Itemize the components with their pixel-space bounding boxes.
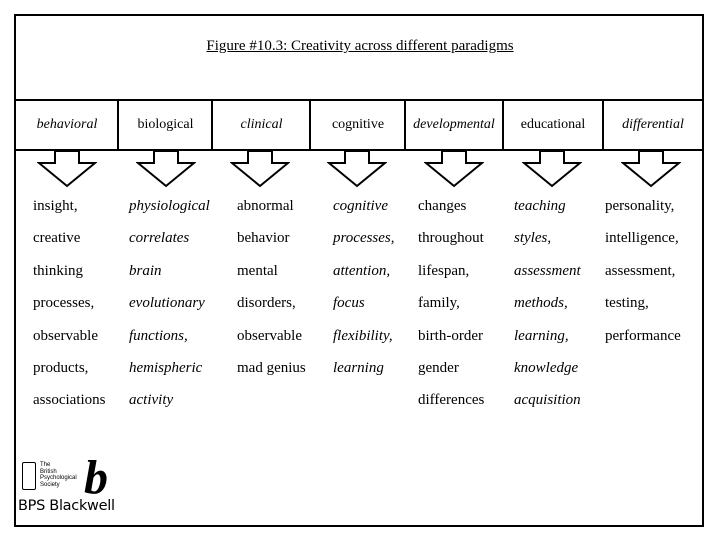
- paradigm-term: physiological: [129, 198, 210, 214]
- paradigm-column-clinical: [237, 190, 306, 384]
- paradigm-term: associations: [33, 392, 106, 409]
- paradigm-term: mental: [237, 262, 278, 279]
- paradigm-term: family,: [418, 295, 460, 312]
- figure-title: Figure #10.3: Creativity across different paradigms: [206, 38, 514, 54]
- blackwell-b-mark: b: [84, 451, 108, 504]
- paradigm-term: activity: [129, 392, 174, 409]
- paradigm-term: acquisition: [514, 392, 581, 409]
- paradigm-term: flexibility,: [333, 327, 393, 344]
- society-name: The British Psychological Society: [40, 462, 77, 488]
- publisher-name: BPS Blackwell: [18, 498, 115, 514]
- down-arrow-icon: [37, 150, 97, 188]
- paradigm-term: products,: [33, 359, 89, 376]
- paradigm-term: abnormal: [237, 198, 294, 214]
- paradigm-term: thinking: [33, 262, 84, 279]
- paradigm-term: changes: [418, 198, 467, 214]
- paradigm-column-differential: [605, 190, 681, 352]
- paradigm-column-developmental: [418, 190, 484, 417]
- paradigm-header-developmental: developmental: [413, 117, 495, 132]
- society-crest-icon: [22, 462, 36, 490]
- down-arrow-icon: [327, 150, 387, 188]
- paradigm-term: lifespan,: [418, 262, 470, 279]
- paradigm-term: creative: [33, 230, 81, 247]
- paradigm-term: processes,: [333, 230, 395, 247]
- paradigm-term: styles,: [514, 230, 552, 247]
- paradigm-column-cognitive: [333, 190, 395, 384]
- paradigm-term: observable: [237, 327, 302, 344]
- paradigm-term: differences: [418, 392, 485, 409]
- paradigm-term: behavior: [237, 230, 290, 247]
- paradigm-term: performance: [605, 327, 681, 344]
- paradigm-term: learning: [333, 359, 384, 376]
- paradigm-term: methods,: [514, 295, 568, 312]
- paradigm-term: evolutionary: [129, 295, 205, 312]
- paradigm-term: hemispheric: [129, 359, 203, 376]
- paradigm-term: throughout: [418, 230, 484, 247]
- paradigm-term: insight,: [33, 198, 78, 214]
- paradigm-header-educational: educational: [520, 117, 586, 132]
- paradigm-header-biological: biological: [137, 117, 194, 132]
- paradigm-term: brain: [129, 262, 162, 279]
- paradigm-column-educational: [514, 190, 581, 417]
- paradigm-term: cognitive: [333, 198, 388, 214]
- paradigm-term: disorders,: [237, 295, 296, 312]
- down-arrow-icon: [230, 150, 290, 188]
- paradigm-column-behavioral: [33, 190, 106, 417]
- paradigm-term: assessment,: [605, 262, 676, 279]
- paradigm-term: birth-order: [418, 327, 483, 344]
- paradigm-header-behavioral: behavioral: [36, 117, 98, 132]
- paradigm-term: mad genius: [237, 359, 306, 376]
- paradigm-term: focus: [333, 295, 365, 312]
- down-arrow-icon: [522, 150, 582, 188]
- paradigm-term: correlates: [129, 230, 190, 247]
- paradigm-term: attention,: [333, 262, 391, 279]
- paradigm-term: functions,: [129, 327, 188, 344]
- paradigm-header-clinical: clinical: [240, 117, 283, 132]
- paradigm-term: teaching: [514, 198, 566, 214]
- paradigm-column-biological: [129, 190, 210, 417]
- down-arrow-icon: [424, 150, 484, 188]
- paradigm-header-cognitive: cognitive: [331, 117, 385, 132]
- paradigm-term: knowledge: [514, 359, 579, 376]
- paradigm-term: observable: [33, 327, 98, 344]
- paradigm-term: intelligence,: [605, 230, 679, 247]
- paradigm-term: learning,: [514, 327, 569, 344]
- paradigm-header-differential: differential: [622, 117, 684, 132]
- paradigm-term: personality,: [605, 198, 675, 214]
- paradigm-term: gender: [418, 359, 459, 376]
- paradigm-term: assessment: [514, 262, 581, 279]
- paradigm-term: testing,: [605, 295, 649, 312]
- bps-blackwell-logo: [18, 451, 122, 520]
- down-arrow-icon: [621, 150, 681, 188]
- down-arrow-icon: [136, 150, 196, 188]
- paradigm-term: processes,: [33, 295, 95, 312]
